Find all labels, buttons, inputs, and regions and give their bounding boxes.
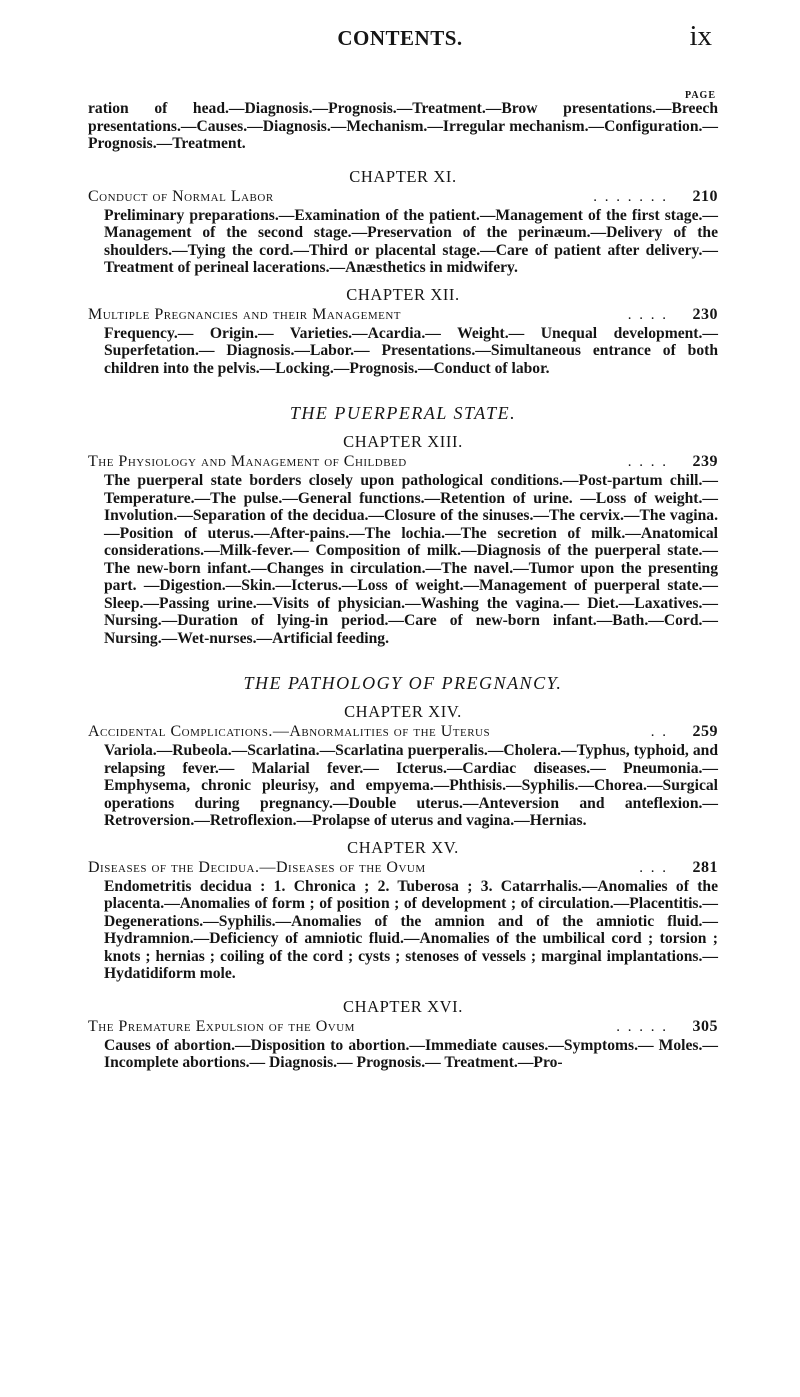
page-number: ix: [689, 20, 712, 52]
chapter-page-xi: 210: [692, 187, 718, 205]
chapter-label-xiv: CHAPTER XIV.: [344, 702, 462, 721]
chapter-label-xv: CHAPTER XV.: [347, 837, 459, 857]
chapter-summary-xii: Frequency.— Origin.— Varieties.—Acardia.— Weight.— Unequal development.— Superfetation.— Diagnosis.—Labor.— Presentations.—Simultaneous entrance of both children into the pelvis.—Locking.—Prognosis.—Conduct of labor.: [104, 324, 718, 377]
chapter-heading-xii: [88, 305, 718, 325]
running-head: [0, 20, 800, 60]
leader-dots: . . .: [639, 859, 668, 876]
chapter-heading-xiii: [88, 452, 718, 472]
chapter-summary-xi: Preliminary preparations.—Examination of the patient.—Management of the first stage.—Management of the second stage.—Preservation of the perinæum.—Delivery of the shoulders.—Tying the cord.—Third or placental stage.—Care of patient after delivery.—Treatment of perineal lacerations.—Anæsthetics in midwifery.: [104, 206, 718, 276]
chapter-page-xv: 281: [692, 858, 718, 876]
chapter-title-xiii: The Physiology and Management of Childbed: [88, 453, 407, 470]
chapter-page-xii: 230: [692, 305, 718, 323]
chapter-title-xii: Multiple Pregnancies and their Management: [88, 305, 401, 323]
chapter-heading-xiv: [88, 722, 718, 742]
chapter-label-xi: CHAPTER XI.: [349, 166, 457, 186]
chapter-heading-xvi: [88, 1017, 718, 1037]
chapter-label-xiii: CHAPTER XIII.: [343, 432, 463, 451]
part-heading-pathology: THE PATHOLOGY OF PREGNANCY.: [243, 673, 563, 693]
chapter-summary-xvi: Causes of abortion.—Disposition to abortion.—Immediate causes.—Symptoms.— Moles.— Incomplete abortions.— Diagnosis.— Prognosis.— Treatment.—Pro-: [104, 1036, 718, 1071]
chapter-heading-xv: [88, 858, 718, 878]
leader-dots: . . . .: [627, 306, 668, 323]
chapter-title-xi: Conduct of Normal Labor: [88, 187, 274, 205]
chapter-label-xii: CHAPTER XII.: [346, 284, 460, 304]
chapter-heading-xi: [88, 187, 718, 207]
chapter-summary-xiii: The puerperal state borders closely upon pathological conditions.—Post-partum chill.—Temperature.—The pulse.—General functions.—Retention of urine. —Loss of weight.—Involution.—Separation of the decidua.—Closure of the sinuses.—The cervix.—The vagina.—Position of uterus.—After-pains.—The lochia.—The secretion of milk.—Anatomical considerations.—Milk-fever.— Composition of milk.—Diagnosis of the puerperal state.—The new-born infant.—Changes in circulation.—The navel.—Tumor upon the presenting part. —Digestion.—Skin.—Icterus.—Loss of weight.—Management of puerperal state.—Sleep.—Passing urine.—Visits of physician.—Washing the vagina.— Diet.—Laxatives.—Nursing.—Duration of lying-in period.—Care of new-born infant.—Bath.—Cord.—Nursing.—Wet-nurses.—Artificial feeding.: [104, 472, 718, 647]
leader-dots: . .: [650, 724, 668, 740]
leader-dots: . . . . .: [616, 1018, 668, 1035]
chapter-summary-xv: Endometritis decidua : 1. Chronica ; 2. Tuberosa ; 3. Catarrhalis.—Anomalies of the placenta.—Anomalies of form ; of position ; of development ; of circulation.—Placentitis.—Degenerations.—Syphilis.—Anomalies of the amnion and of the amniotic fluid.—Hydramnion.—Deficiency of amniotic fluid.—Anomalies of the umbilical cord ; torsion ; knots ; hernias ; coiling of the cord ; cysts ; stenoses of vessels ; marginal implantations.—Hydatidiform mole.: [104, 877, 718, 982]
leader-dots: . . . .: [627, 454, 668, 470]
chapter-title-xiv: Accidental Complications.—Abnormalities of the Uterus: [88, 723, 491, 740]
chapter-page-xiv: 259: [692, 723, 718, 740]
leader-dots: . . . . . . .: [593, 188, 668, 205]
chapter-summary-xiv: Variola.—Rubeola.—Scarlatina.—Scarlatina puerperalis.—Cholera.—Typhus, typhoid, and relapsing fever.— Malarial fever.— Icterus.—Cardiac diseases.— Pneumonia.—Emphysema, chronic pleurisy, and empyema.—Phthisis.—Syphilis.—Chorea.—Surgical operations during pregnancy.—Double uterus.—Anteversion and anteflexion.—Retroversion.—Retroflexion.—Prolapse of uterus and vagina.—Hernias.: [104, 742, 718, 829]
chapter-title-xvi: The Premature Expulsion of the Ovum: [88, 1017, 355, 1035]
chapter-page-xiii: 239: [692, 453, 718, 470]
contents-body: [88, 100, 718, 1072]
chapter-page-xvi: 305: [692, 1017, 718, 1035]
chapter-label-xvi: CHAPTER XVI.: [343, 996, 463, 1016]
page-column-label: PAGE: [684, 90, 716, 101]
chapter-title-xv: Diseases of the Decidua.—Diseases of the Ovum: [88, 858, 426, 876]
part-heading-puerperal: THE PUERPERAL STATE.: [289, 403, 517, 423]
continuation-paragraph: ration of head.—Diagnosis.—Prognosis.—Treatment.—Brow presentations.—Breech presentations.—Causes.—Diagnosis.—Mechanism.—Irregular mechanism.—Configuration.—Prognosis.—Treatment.: [88, 100, 718, 152]
running-head-title: CONTENTS.: [337, 26, 463, 50]
